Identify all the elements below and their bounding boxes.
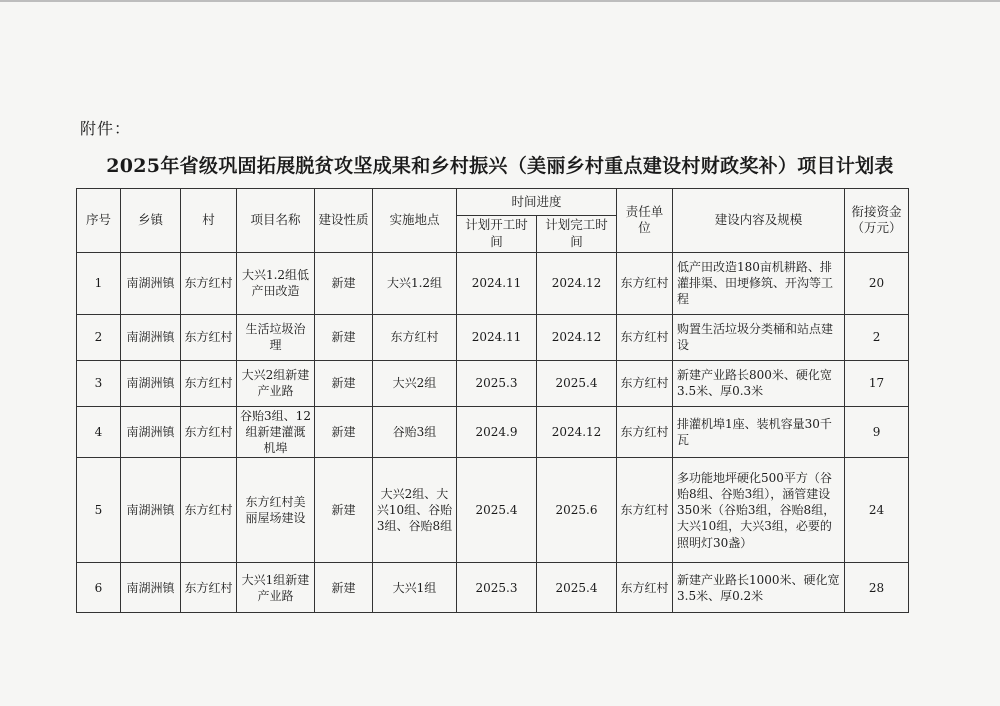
cell-village: 东方红村	[181, 314, 237, 360]
header-unit: 责任单位	[617, 189, 673, 253]
cell-village: 东方红村	[181, 360, 237, 406]
cell-village: 东方红村	[181, 563, 237, 613]
cell-township: 南湖洲镇	[121, 314, 181, 360]
cell-township: 南湖洲镇	[121, 563, 181, 613]
cell-seq: 6	[77, 563, 121, 613]
cell-project-name: 谷贻3组、12组新建灌溉机埠	[237, 406, 315, 458]
cell-project-name: 大兴1组新建产业路	[237, 563, 315, 613]
cell-start: 2025.4	[457, 458, 537, 563]
cell-unit: 东方红村	[617, 563, 673, 613]
cell-content: 排灌机埠1座、装机容量30千瓦	[673, 406, 845, 458]
attachment-label: 附件：	[80, 119, 132, 138]
cell-funds: 28	[845, 563, 909, 613]
cell-location: 大兴2组、大兴10组、谷贻3组、谷贻8组	[373, 458, 457, 563]
document-title: 2025年省级巩固拓展脱贫攻坚成果和乡村振兴（美丽乡村重点建设村财政奖补）项目计划表	[106, 155, 894, 177]
table-row	[77, 406, 909, 458]
cell-location: 谷贻3组	[373, 406, 457, 458]
cell-nature: 新建	[315, 406, 373, 458]
cell-start: 2024.9	[457, 406, 537, 458]
header-end: 计划完工时间	[537, 216, 617, 253]
cell-start: 2025.3	[457, 563, 537, 613]
cell-location: 大兴1组	[373, 563, 457, 613]
cell-start: 2025.3	[457, 360, 537, 406]
cell-seq: 5	[77, 458, 121, 563]
cell-end: 2024.12	[537, 314, 617, 360]
cell-project-name: 生活垃圾治理	[237, 314, 315, 360]
cell-township: 南湖洲镇	[121, 252, 181, 314]
cell-location: 大兴2组	[373, 360, 457, 406]
cell-unit: 东方红村	[617, 252, 673, 314]
cell-funds: 20	[845, 252, 909, 314]
cell-start: 2024.11	[457, 252, 537, 314]
cell-unit: 东方红村	[617, 458, 673, 563]
header-content: 建设内容及规模	[673, 189, 845, 253]
cell-end: 2025.4	[537, 563, 617, 613]
cell-unit: 东方红村	[617, 406, 673, 458]
cell-location: 大兴1.2组	[373, 252, 457, 314]
header-seq: 序号	[77, 189, 121, 253]
cell-content: 新建产业路长800米、硬化宽3.5米、厚0.3米	[673, 360, 845, 406]
cell-township: 南湖洲镇	[121, 406, 181, 458]
cell-content: 新建产业路长1000米、硬化宽3.5米、厚0.2米	[673, 563, 845, 613]
cell-project-name: 大兴2组新建产业路	[237, 360, 315, 406]
cell-seq: 4	[77, 406, 121, 458]
cell-end: 2025.6	[537, 458, 617, 563]
cell-content: 购置生活垃圾分类桶和站点建设	[673, 314, 845, 360]
cell-nature: 新建	[315, 360, 373, 406]
cell-content: 低产田改造180亩机耕路、排灌排渠、田埂修筑、开沟等工程	[673, 252, 845, 314]
header-township: 乡镇	[121, 189, 181, 253]
header-project-name: 项目名称	[237, 189, 315, 253]
cell-nature: 新建	[315, 458, 373, 563]
table-row	[77, 563, 909, 613]
cell-seq: 3	[77, 360, 121, 406]
cell-township: 南湖洲镇	[121, 458, 181, 563]
cell-seq: 1	[77, 252, 121, 314]
cell-end: 2024.12	[537, 406, 617, 458]
cell-start: 2024.11	[457, 314, 537, 360]
cell-nature: 新建	[315, 563, 373, 613]
cell-project-name: 大兴1.2组低产田改造	[237, 252, 315, 314]
cell-funds: 2	[845, 314, 909, 360]
table-row	[77, 360, 909, 406]
cell-seq: 2	[77, 314, 121, 360]
cell-project-name: 东方红村美丽屋场建设	[237, 458, 315, 563]
cell-nature: 新建	[315, 252, 373, 314]
table-row	[77, 458, 909, 563]
cell-content: 多功能地坪硬化500平方（谷贻8组、谷贻3组），涵管建设350米（谷贻3组，谷贻8组，大兴10组，大兴3组，必要的照明灯30盏）	[673, 458, 845, 563]
page-top-edge	[0, 0, 1000, 2]
table-row	[77, 314, 909, 360]
cell-funds: 17	[845, 360, 909, 406]
header-location: 实施地点	[373, 189, 457, 253]
header-schedule: 时间进度	[457, 189, 617, 216]
header-start: 计划开工时间	[457, 216, 537, 253]
cell-village: 东方红村	[181, 406, 237, 458]
cell-funds: 24	[845, 458, 909, 563]
cell-unit: 东方红村	[617, 314, 673, 360]
cell-unit: 东方红村	[617, 360, 673, 406]
cell-end: 2024.12	[537, 252, 617, 314]
header-nature: 建设性质	[315, 189, 373, 253]
cell-funds: 9	[845, 406, 909, 458]
header-funds: 衔接资金（万元）	[845, 189, 909, 253]
cell-village: 东方红村	[181, 458, 237, 563]
header-village: 村	[181, 189, 237, 253]
cell-end: 2025.4	[537, 360, 617, 406]
project-plan-table	[76, 188, 909, 613]
cell-township: 南湖洲镇	[121, 360, 181, 406]
cell-nature: 新建	[315, 314, 373, 360]
cell-location: 东方红村	[373, 314, 457, 360]
cell-village: 东方红村	[181, 252, 237, 314]
table-row	[77, 252, 909, 314]
